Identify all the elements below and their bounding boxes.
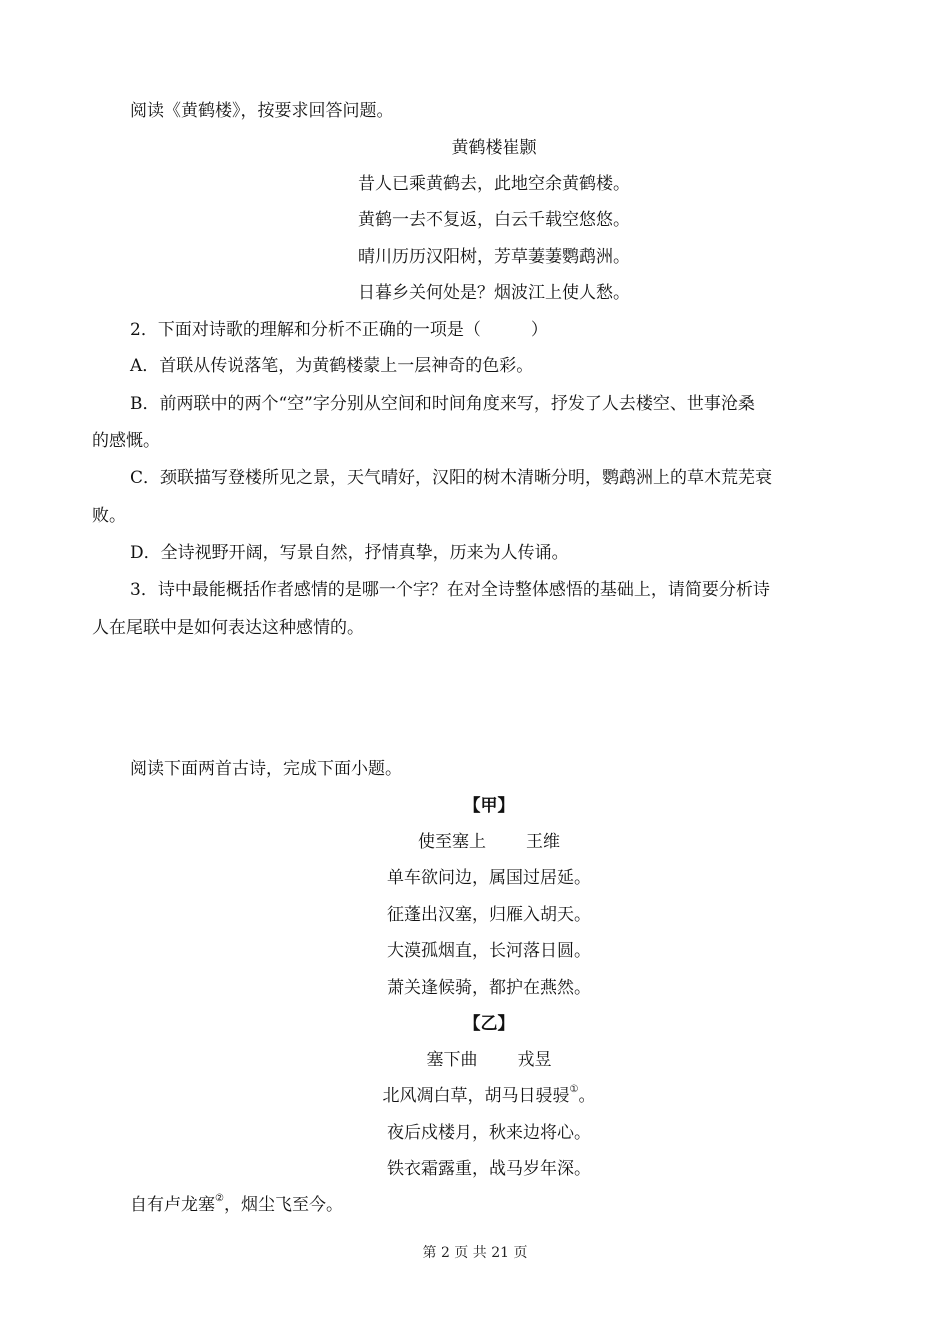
option-d: D．全诗视野开阔，写景自然，抒情真挚，历来为人传诵。 (130, 543, 569, 563)
question-2-stem-text: 2．下面对诗歌的理解和分析不正确的一项是（ (130, 320, 481, 340)
poem-jia-title: 使至塞上 (418, 832, 486, 852)
poem-jia-heading (0, 830, 950, 854)
poem-yi-line-1-text: 北风凋白草，胡马日骎骎 (382, 1086, 570, 1106)
poem-jia-label: 【甲】 (463, 796, 515, 816)
option-b-line-1: B．前两联中的两个“空”字分别从空间和时间角度来写，抒发了人去楼空、世事沧桑 (130, 394, 755, 414)
poem-title: 黄鹤楼崔颢 (451, 138, 537, 158)
poem-line-3: 晴川历历汉阳树，芳草萋萋鹦鹉洲。 (358, 247, 630, 267)
option-c-line-2: 败。 (92, 506, 126, 526)
poem-yi-heading (0, 1048, 950, 1072)
poem-jia-line-3: 大漠孤烟直，长河落日圆。 (387, 941, 591, 961)
section2-intro: 阅读下面两首古诗，完成下面小题。 (130, 759, 402, 779)
poem-yi-line-1-end: 。 (578, 1086, 596, 1106)
poem-yi-label: 【乙】 (463, 1014, 515, 1034)
page-footer: 第 2 页 共 21 页 (422, 1245, 528, 1261)
poem-yi-line-3: 铁衣霜露重，战马岁年深。 (387, 1159, 591, 1179)
question-3-line-1: 3．诗中最能概括作者感情的是哪一个字？在对全诗整体感悟的基础上，请简要分析诗 (130, 580, 770, 600)
question-2-stem (130, 318, 548, 342)
footnote-marker-2: ② (215, 1193, 224, 1205)
poem-jia-line-4: 萧关逢候骑，都护在燕然。 (387, 978, 591, 998)
option-a: A．首联从传说落笔，为黄鹤楼蒙上一层神奇的色彩。 (130, 356, 534, 376)
option-c-line-1: C．颈联描写登楼所见之景，天气晴好，汉阳的树木清晰分明，鹦鹉洲上的草木荒芜衰 (130, 468, 773, 488)
poem-yi-line-2: 夜后戍楼月，秋来边将心。 (387, 1123, 591, 1143)
poem-yi-title: 塞下曲 (426, 1050, 478, 1070)
poem-yi-line-4-end: ，烟尘飞至今。 (223, 1195, 343, 1215)
poem-yi-line-1 (0, 1084, 950, 1108)
poem-jia-line-2: 征蓬出汉塞，归雁入胡天。 (387, 905, 591, 925)
poem-jia-line-1: 单车欲问边，属国过居延。 (387, 868, 591, 888)
poem-line-2: 黄鹤一去不复返，白云千载空悠悠。 (358, 210, 630, 230)
poem-yi-line-4 (130, 1193, 343, 1217)
section1-intro: 阅读《黄鹤楼》，按要求回答问题。 (130, 101, 394, 121)
poem-line-4: 日暮乡关何处是？烟波江上使人愁。 (358, 283, 630, 303)
footnote-marker-1: ① (569, 1084, 579, 1096)
poem-jia-author: 王维 (526, 832, 560, 852)
question-3-line-2: 人在尾联中是如何表达这种感情的。 (92, 618, 364, 638)
option-b-line-2: 的感慨。 (92, 431, 160, 451)
poem-yi-line-4-text: 自有卢龙塞 (130, 1195, 215, 1215)
question-2-stem-close: ） (530, 320, 548, 340)
poem-yi-author: 戎昱 (517, 1050, 552, 1070)
poem-line-1: 昔人已乘黄鹤去，此地空余黄鹤楼。 (358, 174, 630, 194)
